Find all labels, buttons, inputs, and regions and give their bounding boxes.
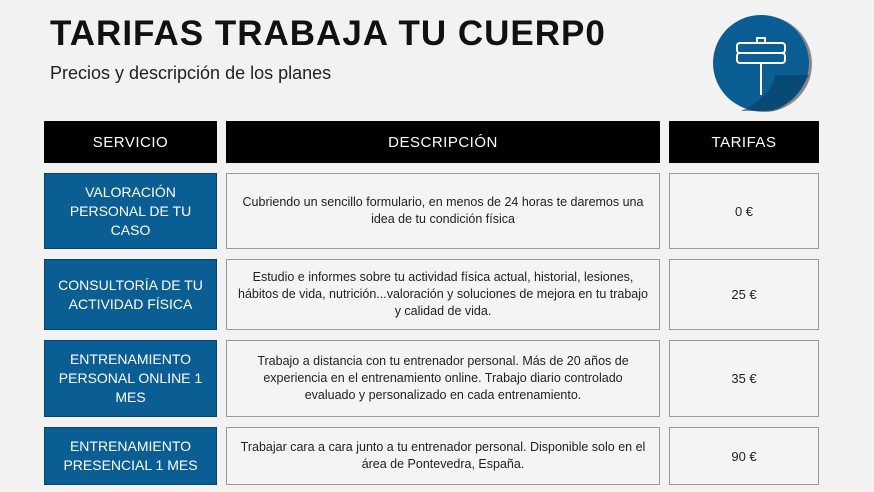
description-cell: Trabajo a distancia con tu entrenador personal. Más de 20 años de experiencia en el entrenamiento online. Trabajo diario controlado evaluado y personalizado en cada entrenamiento. <box>226 340 660 417</box>
description-cell: Estudio e informes sobre tu actividad física actual, historial, lesiones, hábitos de vida, nutrición...valoración y soluciones de mejora en tu trabajo y calidad de vida. <box>226 259 660 330</box>
page-subtitle: Precios y descripción de los planes <box>50 63 332 83</box>
page-title: TARIFAS TRABAJA TU CUERP0 <box>50 14 606 53</box>
price-cell: 25 € <box>669 259 819 330</box>
price-cell: 35 € <box>669 340 819 417</box>
service-cell: VALORACIÓN PERSONAL DE TU CASO <box>44 173 217 249</box>
price-cell: 90 € <box>669 427 819 485</box>
column-header-service: SERVICIO <box>44 121 217 163</box>
service-cell: ENTRENAMIENTO PRESENCIAL 1 MES <box>44 427 217 485</box>
price-cell: 0 € <box>669 173 819 249</box>
service-cell: ENTRENAMIENTO PERSONAL ONLINE 1 MES <box>44 340 217 417</box>
column-header-description: DESCRIPCIÓN <box>226 121 660 163</box>
logo-icon <box>713 15 809 111</box>
description-cell: Trabajar cara a cara junto a tu entrenador personal. Disponible solo en el área de Pontevedra, España. <box>226 427 660 485</box>
service-cell: CONSULTORÍA DE TU ACTIVIDAD FÍSICA <box>44 259 217 330</box>
description-cell: Cubriendo un sencillo formulario, en menos de 24 horas te daremos una idea de tu condición física <box>226 173 660 249</box>
column-header-price: TARIFAS <box>669 121 819 163</box>
